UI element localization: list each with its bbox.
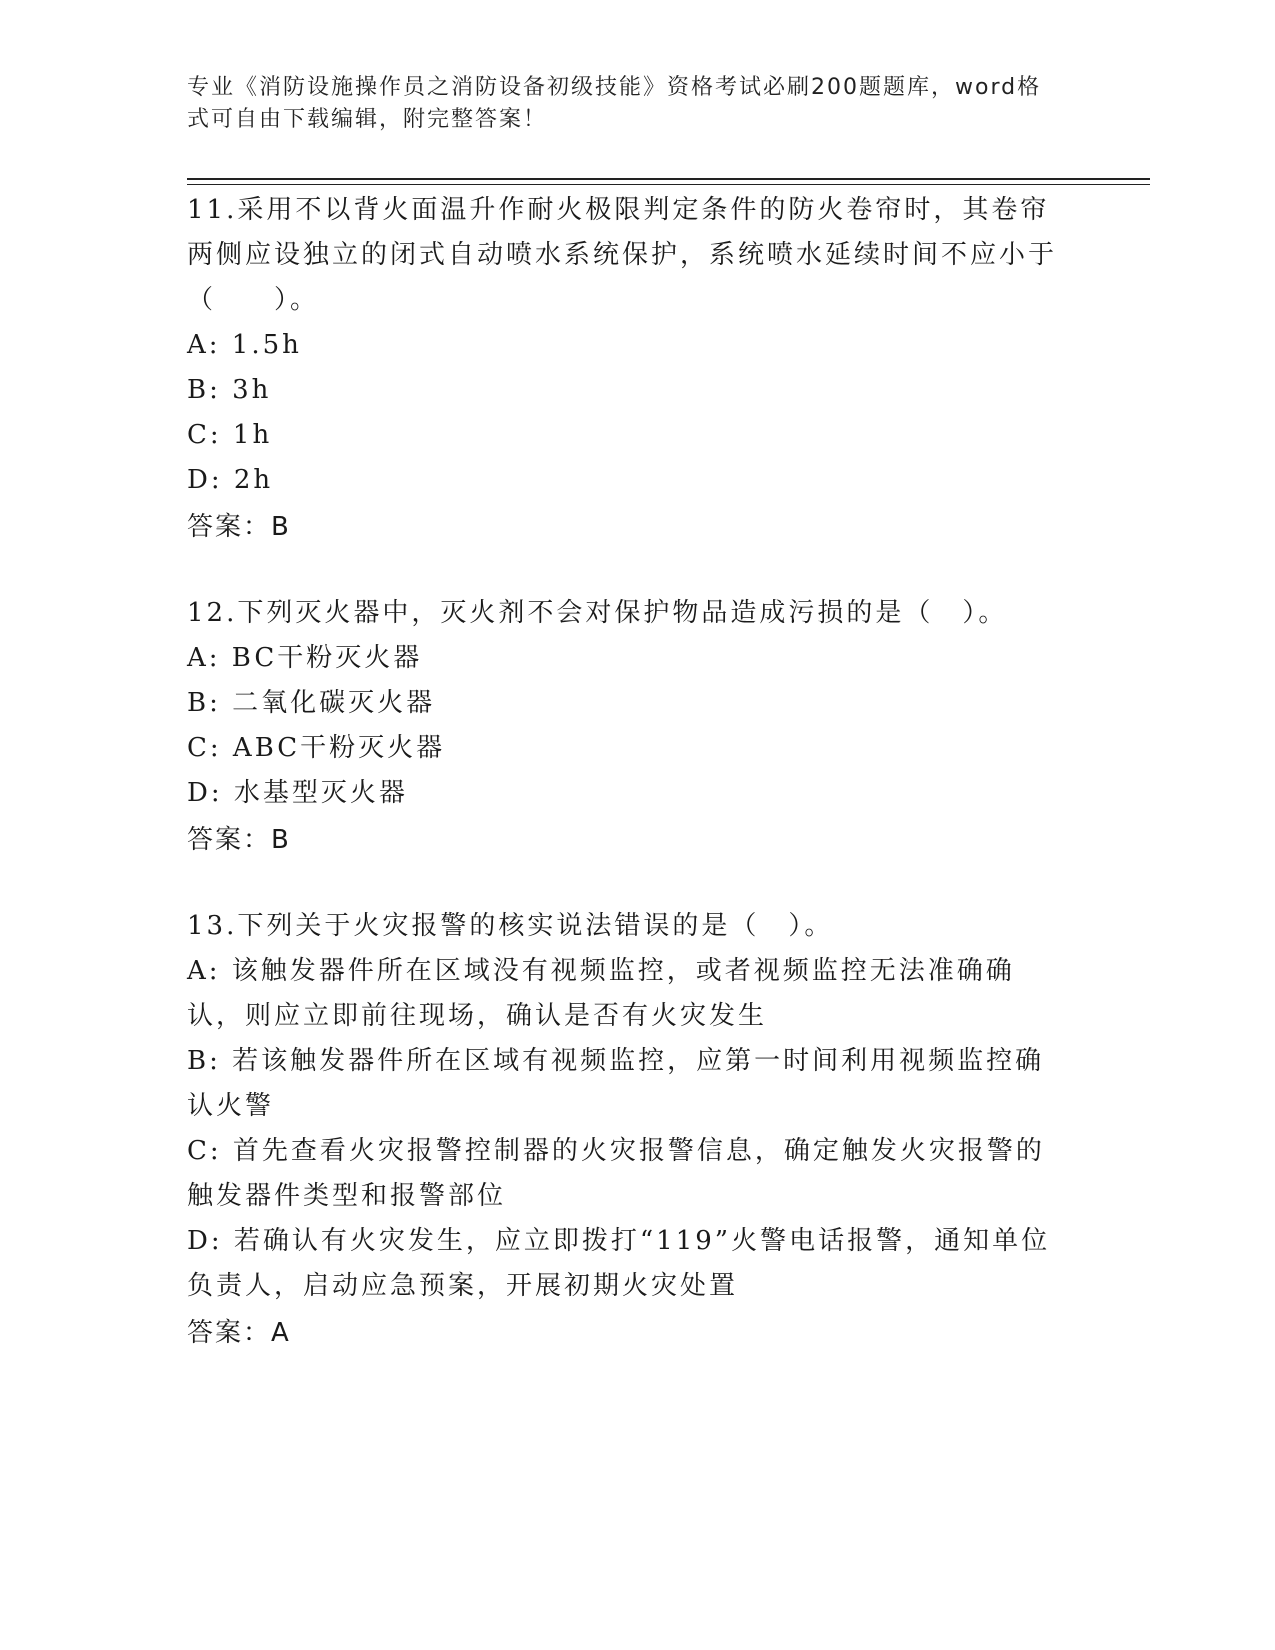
answer-label: 答案：B — [187, 825, 291, 855]
option-b: B: 3h — [187, 375, 272, 405]
header-line-2: 式可自由下载编辑，附完整答案！ — [187, 107, 548, 132]
question-11 — [187, 188, 1067, 551]
option-a: A: 该触发器件所在区域没有视频监控，或者视频监控无法准确确认，则应立即前往现场，确认是否有火灾发生 — [187, 956, 1015, 1031]
answer-label: 答案：A — [187, 1318, 291, 1348]
document-header — [187, 72, 1067, 136]
option-c: C: 首先查看火灾报警控制器的火灾报警信息，确定触发火灾报警的触发器件类型和报警部位 — [187, 1136, 1045, 1211]
header-divider-thick — [187, 178, 1150, 180]
option-c: C: ABC干粉灭火器 — [187, 733, 446, 763]
option-b: B: 二氧化碳灭火器 — [187, 688, 436, 718]
question-stem: 13.下列关于火灾报警的核实说法错误的是（ ）。 — [187, 911, 834, 941]
option-b: B: 若该触发器件所在区域有视频监控，应第一时间利用视频监控确认火警 — [187, 1046, 1045, 1121]
question-stem: 11.采用不以背火面温升作耐火极限判定条件的防火卷帘时，其卷帘两侧应设独立的闭式自动喷水系统保护，系统喷水延续时间不应小于（ ）。 — [187, 195, 1058, 315]
option-d: D: 若确认有火灾发生，应立即拨打“119”火警电话报警，通知单位负责人，启动应急预案，开展初期火灾处置 — [187, 1226, 1051, 1301]
option-a: A: BC干粉灭火器 — [187, 643, 423, 673]
answer-label: 答案：B — [187, 512, 291, 542]
option-a: A: 1.5h — [187, 330, 302, 360]
question-stem: 12.下列灭火器中，灭火剂不会对保护物品造成污损的是（ ）。 — [187, 598, 1008, 628]
question-list — [187, 188, 1067, 1397]
question-12 — [187, 591, 1067, 864]
header-divider-thin — [187, 184, 1150, 185]
question-13 — [187, 904, 1067, 1357]
header-line-1: 专业《消防设施操作员之消防设备初级技能》资格考试必刷200题题库，word格 — [187, 75, 1042, 100]
option-c: C: 1h — [187, 420, 273, 450]
option-d: D: 水基型灭火器 — [187, 778, 408, 808]
option-d: D: 2h — [187, 465, 274, 495]
